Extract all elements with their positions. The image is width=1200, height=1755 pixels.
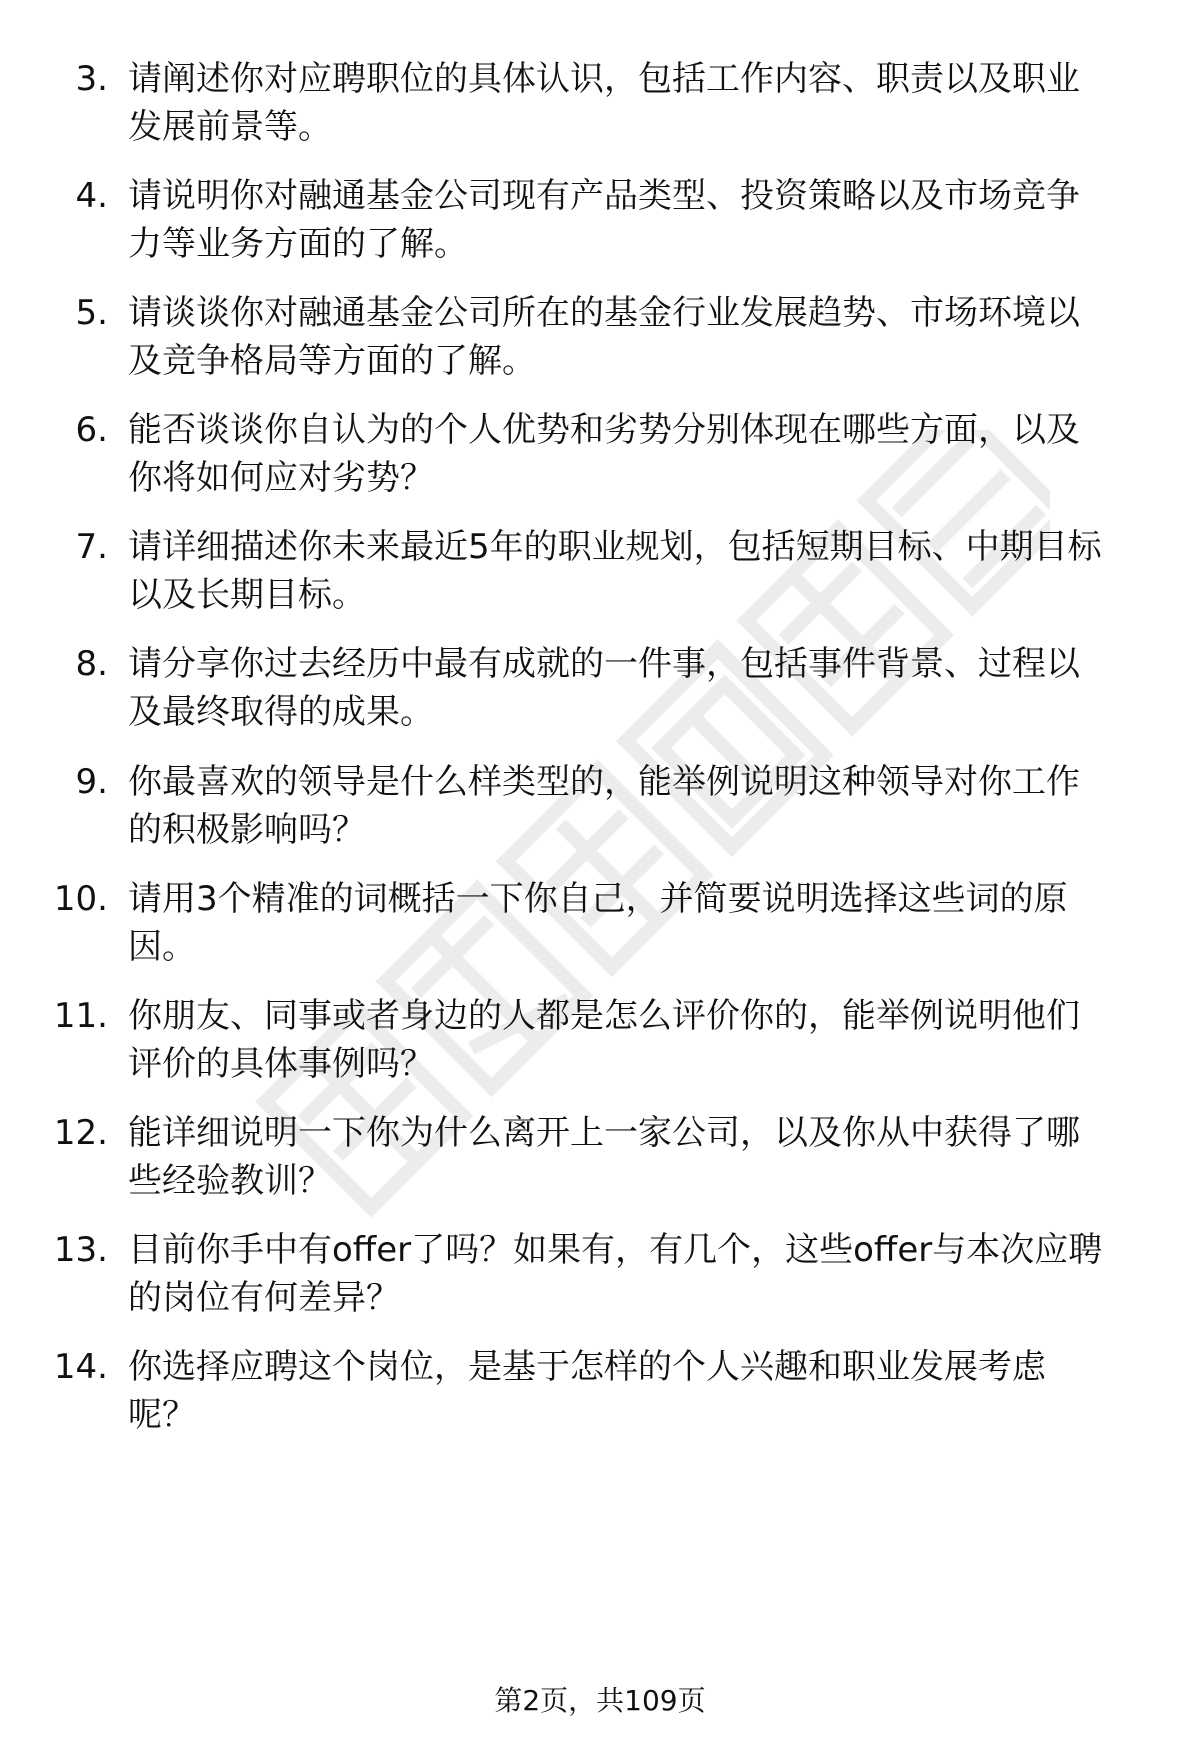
list-item [0, 875, 1200, 975]
question-number: 9. [75, 762, 108, 802]
question-text: 请分享你过去经历中最有成就的一件事，包括事件背景、过程以 及最终取得的成果。 [128, 644, 1080, 732]
page-number: 第2页，共109页 [494, 1684, 706, 1717]
question-text: 请谈谈你对融通基金公司所在的基金行业发展趋势、市场环境以 及竞争格局等方面的了解。 [128, 293, 1080, 381]
list-item [0, 406, 1200, 506]
question-text: 请详细描述你未来最近5年的职业规划，包括短期目标、中期目标 以及长期目标。 [128, 527, 1102, 615]
question-text: 能详细说明一下你为什么离开上一家公司，以及你从中获得了哪 些经验教训？ [128, 1113, 1080, 1201]
question-number: 10. [53, 879, 108, 919]
list-item [0, 1109, 1200, 1209]
question-text: 请阐述你对应聘职位的具体认识，包括工作内容、职责以及职业 发展前景等。 [128, 59, 1080, 147]
question-number: 4. [75, 176, 108, 216]
question-text: 你最喜欢的领导是什么样类型的，能举例说明这种领导对你工作 的积极影响吗？ [128, 762, 1080, 850]
list-item [0, 640, 1200, 740]
list-item [0, 523, 1200, 623]
question-number: 6. [75, 410, 108, 450]
question-number: 13. [53, 1230, 108, 1270]
question-number: 3. [75, 59, 108, 99]
question-text: 你选择应聘这个岗位，是基于怎样的个人兴趣和职业发展考虑 呢？ [128, 1347, 1046, 1435]
question-text: 目前你手中有offer了吗？如果有，有几个，这些offer与本次应聘 的岗位有何差异？ [128, 1230, 1103, 1318]
question-text: 能否谈谈你自认为的个人优势和劣势分别体现在哪些方面，以及 你将如何应对劣势？ [128, 410, 1080, 498]
list-item [0, 55, 1200, 155]
list-item [0, 1343, 1200, 1443]
question-number: 12. [53, 1113, 108, 1153]
question-number: 7. [75, 527, 108, 567]
list-item [0, 992, 1200, 1092]
list-item [0, 172, 1200, 272]
list-item [0, 1226, 1200, 1326]
question-number: 8. [75, 644, 108, 684]
question-number: 5. [75, 293, 108, 333]
question-text: 你朋友、同事或者身边的人都是怎么评价你的，能举例说明他们 评价的具体事例吗？ [128, 996, 1080, 1084]
list-item [0, 289, 1200, 389]
question-text: 请用3个精准的词概括一下你自己，并简要说明选择这些词的原 因。 [128, 879, 1068, 967]
question-number: 11. [53, 996, 108, 1036]
question-text: 请说明你对融通基金公司现有产品类型、投资策略以及市场竞争 力等业务方面的了解。 [128, 176, 1080, 264]
question-number: 14. [53, 1347, 108, 1387]
list-item [0, 758, 1200, 858]
